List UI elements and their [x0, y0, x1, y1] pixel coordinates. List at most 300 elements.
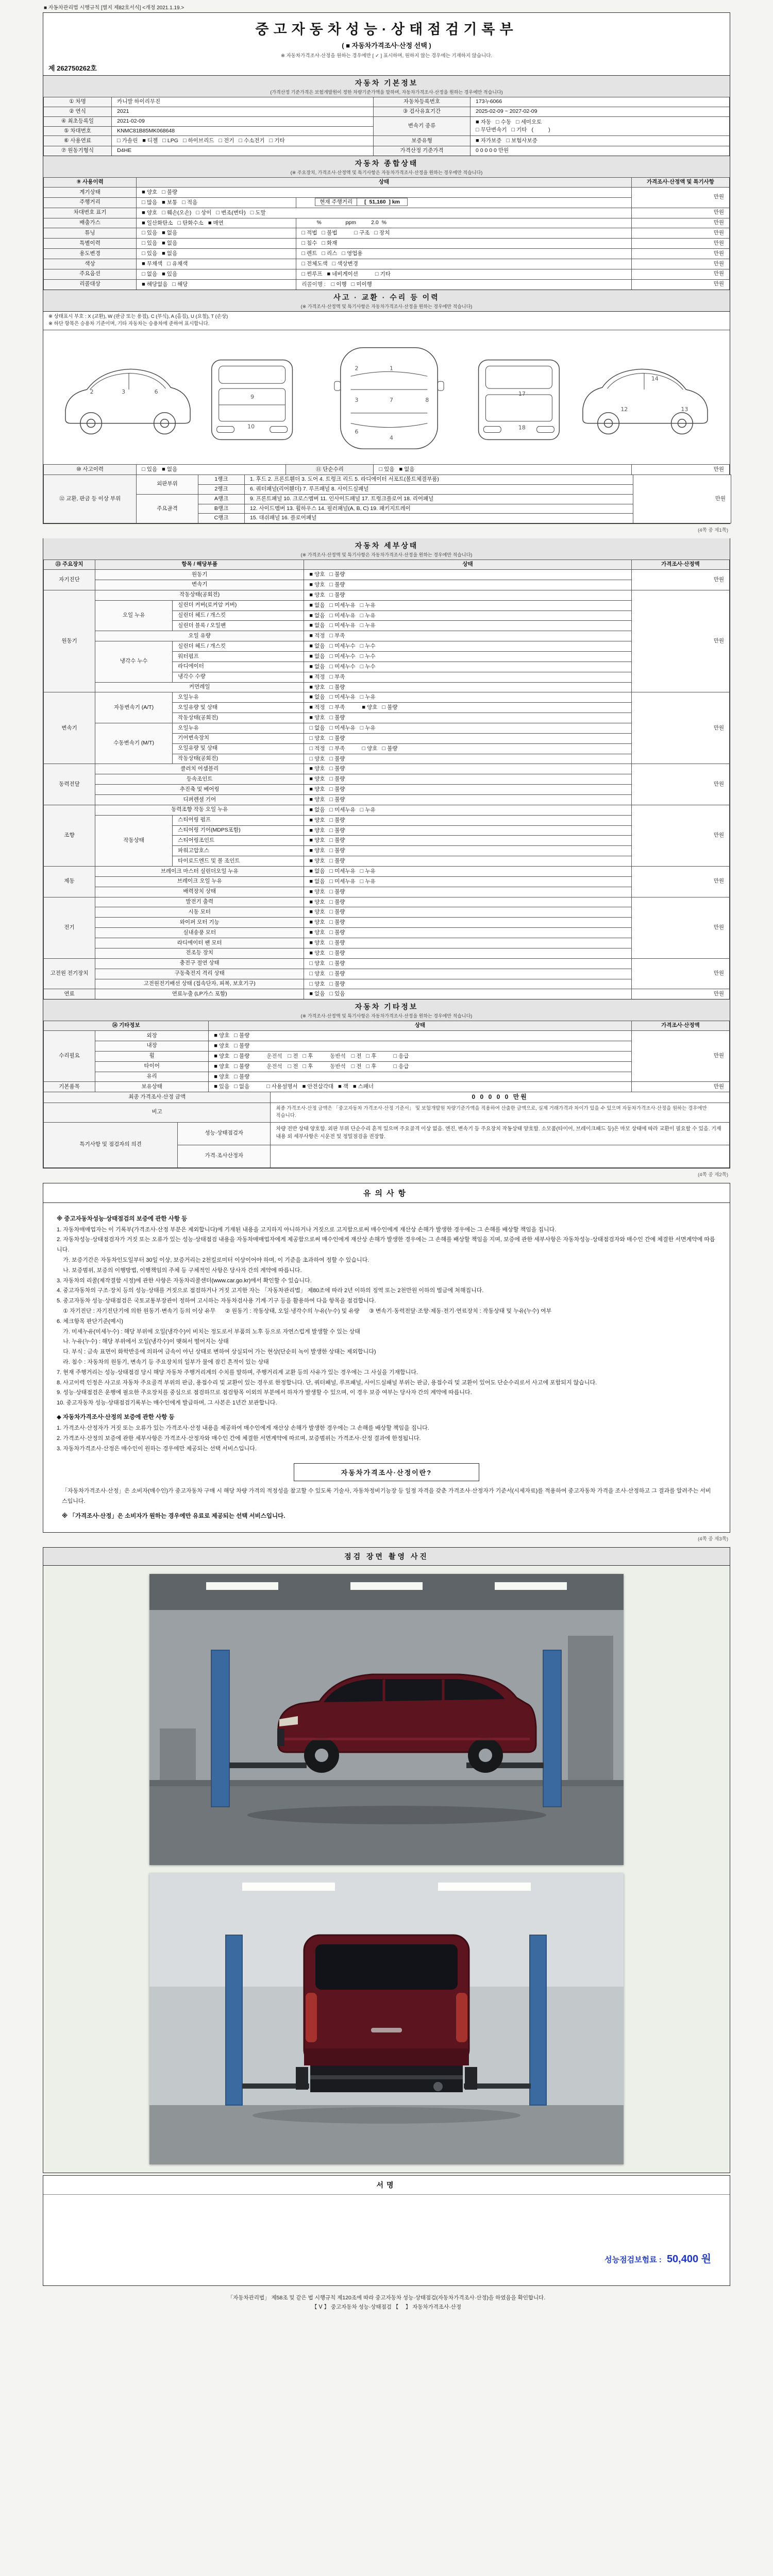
checkbox-unchecked-불량: □ 불량 [329, 817, 345, 823]
checkbox-unchecked-있음: □ 있음 [142, 230, 157, 236]
table-cell: ③ 검사유효기간 [374, 107, 470, 116]
checkbox-unchecked-가솔린: □ 가솔린 [117, 138, 138, 144]
notice-title: 유의사항 [43, 1183, 730, 1203]
table-cell: 1랭크 [198, 474, 245, 484]
table-cell: 만원 [631, 208, 729, 218]
table-cell [304, 948, 631, 958]
table-cell [137, 218, 296, 228]
checkbox-unchecked-불량: □ 불량 [329, 796, 345, 803]
checkbox-checked-양호: ■ 양호 [309, 858, 325, 864]
table-cell [296, 249, 631, 259]
table-cell [137, 279, 296, 290]
checkbox-checked-안전삼각대: ■ 안전삼각대 [303, 1083, 333, 1090]
table-cell: 작동상태(공회전) [173, 713, 304, 723]
column-header: 상태 [209, 1021, 632, 1031]
table-cell [304, 774, 631, 785]
section-note: (※ 주요장치, 가격조사·산정액 및 특기사항은 자동차가격조사·산정을 원하는 경우에만 적습니다) [290, 170, 483, 176]
checkbox-unchecked-응급: □ 응급 [393, 1053, 409, 1059]
checkbox-checked-양호: ■ 양호 [214, 1032, 229, 1039]
checkbox-unchecked-썬루프: □ 썬루프 [301, 271, 322, 277]
table-cell: A랭크 [198, 494, 245, 504]
table-cell: 9. 프론트패널 10. 크로스멤버 11. 인사이드패널 17. 트렁크플로어 18. 리어패널 [245, 494, 633, 504]
checkbox-unchecked-보험사보증: □ 보험사보증 [506, 138, 537, 144]
table-cell: ⑤ 차대번호 [44, 126, 112, 136]
table-cell: 오일누유 [173, 692, 304, 703]
table-cell [137, 208, 632, 218]
table-cell: 실린더 헤드 / 개스킷 [173, 611, 304, 621]
table-cell [304, 928, 631, 938]
checkbox-unchecked-미세누수: □ 미세누수 [329, 643, 355, 649]
table-cell: 파워고압호스 [173, 846, 304, 856]
notice-heading: ※ 중고자동차성능·상태점검의 보증에 관한 사항 등 [57, 1215, 188, 1222]
table-cell [304, 682, 631, 692]
table-cell: 오일 유량 [95, 631, 304, 641]
checkbox-unchecked-전: □ 전 [351, 1053, 362, 1059]
table-cell [304, 703, 631, 713]
checkbox-checked-없음: ■ 없음 [309, 807, 325, 813]
checkbox-checked-양호: ■ 양호 [309, 766, 325, 772]
notice-sub-item-list [57, 1423, 716, 1454]
table-cell: 와이퍼 모터 기능 [95, 918, 304, 928]
checkbox-unchecked-불량: □ 불량 [329, 715, 345, 721]
table-cell: 등속조인트 [95, 774, 304, 785]
table-cell: 만원 [631, 867, 729, 897]
checkbox-unchecked-부족: □ 부족 [329, 674, 345, 680]
table-cell [304, 785, 631, 795]
table-cell: 특별이력 [44, 239, 137, 249]
table-cell: 스티어링 기어(MDPS포함) [173, 825, 304, 836]
table-cell: 휠 [95, 1051, 209, 1061]
table-cell [304, 897, 631, 907]
checkbox-unchecked-미세누유: □ 미세누유 [329, 602, 355, 608]
table-cell: 기어변속장치 [173, 733, 304, 743]
cell-text: % ppm 2.0 % [301, 219, 386, 226]
text-line: 2. 자동차성능·상태점검자가 거짓 또는 오류가 있는 성능·상태점검 내용을 자동차매매업자에게 제공함으로써 매수인에게 재산상 손해가 발생한 경우에는 그 손해를 배상할 책임을 지며, 보증에 관한 세부사항은 자동차성능·상태점검자와 매수인 간에 체결한 서면계약에 따릅니다. [57, 1236, 715, 1253]
table-cell: 추진축 및 베어링 [95, 785, 304, 795]
table-cell [304, 631, 631, 641]
checkbox-unchecked-사용설명서: □ 사용설명서 [266, 1083, 297, 1090]
state-code-legend [43, 311, 730, 331]
table-cell: 변속기 [95, 580, 304, 590]
checkbox-unchecked-불량: □ 불량 [329, 950, 345, 956]
table-cell: 기본품목 [44, 1082, 95, 1092]
diagram-number: 17 [518, 391, 526, 398]
checkbox-unchecked-불량: □ 불량 [329, 899, 345, 905]
table-cell: 실린더 커버(로커암 커버) [173, 600, 304, 611]
checkbox-unchecked-색상변경: □ 색상변경 [332, 261, 358, 267]
checkbox-checked-없음: ■ 없음 [162, 466, 177, 472]
checkbox-checked-없음: ■ 없음 [399, 466, 414, 472]
text-line: 10. 중고자동차 성능·상태점검기록부는 매수인에게 발급하며, 그 사본은 1년간 보관합니다. [57, 1400, 277, 1406]
table-cell: 유리 [95, 1072, 209, 1082]
table-cell [304, 723, 631, 734]
checkbox-unchecked-양호: □ 양호 [309, 971, 325, 977]
checkbox-unchecked-침수: □ 침수 [301, 240, 317, 246]
table-cell [304, 652, 631, 662]
checkbox-unchecked-화재: □ 화재 [322, 240, 337, 246]
diagram-number: 2 [90, 388, 94, 396]
table-cell [304, 805, 631, 815]
checkbox-checked-적정: ■ 적정 [309, 674, 325, 680]
table-cell: 만원 [631, 958, 729, 989]
table-cell: 주요옵션 [44, 269, 137, 279]
regulation-note: ■ 자동차관리법 시행규칙 [별지 제82호서식] <개정 2021.1.19.> [44, 5, 184, 11]
table-cell: 성능·상태점검자 [178, 1122, 271, 1145]
table-cell: 발전기 출력 [95, 897, 304, 907]
table-cell: 0 0 0 0 0 만원 [271, 1092, 730, 1103]
table-cell: ⑪ 단순수리 [286, 465, 374, 475]
checkbox-checked-네비게이션: ■ 네비게이션 [327, 271, 358, 277]
table-cell [304, 958, 631, 969]
column-header: 상태 [304, 560, 631, 570]
table-cell [304, 969, 631, 979]
checkbox-unchecked-양호: □ 양호 [309, 756, 325, 762]
form-subtitle: ( ■ 자동차가격조사·산정 선택 ) [342, 42, 431, 49]
table-cell: 디퍼렌셜 기어 [95, 795, 304, 805]
diagram-number: 7 [389, 397, 393, 404]
checkbox-unchecked-불량: □ 불량 [329, 582, 345, 588]
table-cell [470, 116, 730, 136]
checkbox-unchecked-있음: □ 있음 [142, 466, 157, 472]
checkbox-unchecked-해당: □ 해당 [172, 281, 188, 287]
table-cell: 스티어링조인트 [173, 836, 304, 846]
table-cell: 만원 [631, 1031, 729, 1082]
table-cell: 실린더 블록 / 오일팬 [173, 621, 304, 631]
diagram-number: 6 [355, 428, 359, 435]
table-cell [304, 713, 631, 723]
table-cell: 조향 [44, 805, 95, 866]
checkbox-unchecked-누유: □ 누유 [360, 725, 376, 731]
diagram-number: 3 [355, 397, 359, 404]
checkbox-checked-디젤: ■ 디젤 [142, 138, 158, 144]
checkbox-unchecked-많음: □ 많음 [142, 199, 157, 206]
checkbox-checked-양호: ■ 양호 [214, 1043, 229, 1049]
section-header-summary [43, 156, 730, 178]
checkbox-unchecked-이행: □ 이행 [331, 281, 347, 287]
checkbox-unchecked-불량: □ 불량 [329, 766, 345, 772]
table-cell: 가격산정 기준가격 [374, 146, 470, 156]
section-note: (가격산정 기준가격은 보험개발원이 정한 차량기준가액을 말하며, 자동차가격조사·산정을 원하는 경우에만 적습니다) [270, 90, 503, 95]
checkbox-unchecked-무단변속기: □ 무단변속기 [476, 127, 507, 133]
table-cell: 오일유량 및 상태 [173, 703, 304, 713]
checkbox-unchecked-전기: □ 전기 [219, 138, 234, 144]
checkbox-unchecked-있음: □ 있음 [379, 466, 394, 472]
checkbox-unchecked-기타: □ 기타 [375, 271, 391, 277]
table-cell: 12. 사이드멤버 13. 휠하우스 14. 필러패널(A, B, C) 19. 패키지트레이 [245, 504, 633, 514]
checkbox-unchecked-양호: □ 양호 [362, 745, 377, 752]
section-note: (※ 가격조사·산정액 및 특기사항은 자동차가격조사·산정을 원하는 경우에만 적습니다) [300, 303, 473, 309]
table-cell [304, 580, 631, 590]
table-cell [137, 197, 296, 208]
checkbox-unchecked-LPG: □ LPG [162, 138, 178, 144]
checkbox-unchecked-양호: □ 양호 [309, 981, 325, 987]
etc-info-table [43, 1021, 730, 1092]
table-cell: 특기사항 및 점검자의 의견 [44, 1122, 178, 1167]
overall-condition-table [43, 177, 730, 290]
table-cell [304, 938, 631, 948]
table-cell: 최종 가격조사·산정 금액은 「중고자동차 가격조사·산정 기준서」 및 보험개발원 차량기준가액을 적용하여 산출한 금액으로, 실제 거래가격과 차이가 있을 수 있으며 자동차가격조사·산정을 원하는 경우에만 적습니다. [271, 1103, 730, 1123]
table-cell: 만원 [631, 764, 729, 805]
section-header-accident [43, 290, 730, 312]
table-cell: 오일유량 및 상태 [173, 743, 304, 754]
text-line: 9. 성능·상태점검은 운행에 필요한 주요장치를 중심으로 점검하므로 점검항목 이외의 부분에서 하자가 발생할 수 있으며, 이 경우 보증 여부는 당사자 간의 계약에 따릅니다. [57, 1389, 472, 1396]
cell-text: 운전석 [266, 1063, 284, 1070]
checkbox-checked-양호: ■ 양호 [214, 1074, 229, 1080]
checkbox-unchecked-불량: □ 불량 [234, 1074, 249, 1080]
table-cell: 내장 [95, 1041, 209, 1051]
table-cell [304, 856, 631, 867]
checkbox-unchecked-불량: □ 불량 [329, 981, 345, 987]
diagram-number: 6 [154, 388, 158, 396]
table-cell: 구동축전지 격리 상태 [95, 969, 304, 979]
text-line: 6. 체크항목 판단기준(예시) [57, 1318, 123, 1325]
legend-line: ※ 상태표시 부호 : X (교환), W (판금 또는 용접), C (부식), A (흠집), U (요철), T (손상) [48, 313, 228, 319]
table-cell [374, 465, 631, 475]
table-cell [296, 218, 631, 228]
table-cell: 배출가스 [44, 218, 137, 228]
checkbox-unchecked-도말: □ 도말 [250, 210, 266, 216]
checkbox-checked-없음: ■ 없음 [162, 250, 177, 257]
table-cell: 카니발 하이리무진 [112, 97, 374, 107]
legend-line: ※ 하단 항목은 승용차 기준이며, 기타 자동차는 승용차에 준하여 표시합니다. [48, 320, 210, 327]
detail-condition-table [43, 560, 730, 999]
table-cell [296, 279, 631, 290]
table-cell: 시동 모터 [95, 907, 304, 918]
checkbox-unchecked-전: □ 전 [288, 1053, 298, 1059]
signature-box [43, 2175, 730, 2286]
checkbox-unchecked-누유: □ 누유 [360, 622, 376, 629]
photo-car-on-lift-rear [149, 1873, 624, 2164]
table-cell: 만원 [631, 692, 729, 764]
table-cell: 만원 [631, 249, 729, 259]
document-number: 제 262750262호 [48, 64, 97, 72]
table-cell: 클러치 어셈블리 [95, 764, 304, 774]
car-panel-diagram [47, 333, 726, 461]
checkbox-unchecked-훼손(오손): □ 훼손(오손) [162, 210, 191, 216]
checkbox-unchecked-미세누수: □ 미세누수 [329, 653, 355, 659]
panel-rank-table [43, 474, 731, 523]
checkbox-unchecked-있음: □ 있음 [329, 991, 345, 997]
checkbox-unchecked-불법: □ 불법 [322, 230, 337, 236]
checkbox-unchecked-응급: □ 응급 [393, 1063, 409, 1070]
checkbox-unchecked-불량: □ 불량 [234, 1063, 249, 1070]
table-cell [304, 570, 631, 580]
table-cell: 만원 [631, 218, 729, 228]
table-cell: 수동변속기 (M/T) [95, 723, 173, 764]
table-cell: 차량 전반 상태 양호함. 외판 부위 단순수리 흔적 있으며 주요골격 이상 없음. 엔진, 변속기 등 주요장치 작동상태 양호함. 소모품(타이어, 브레이크패드 등)은 마모 상태에 따라 교환이 필요할 수 있음. 기재 내용 외 세부사항은 시운전 및 정밀점검을 권장함. [271, 1122, 730, 1145]
checkbox-unchecked-미세누유: □ 미세누유 [329, 807, 355, 813]
diagram-number: 13 [681, 405, 688, 413]
checkbox-checked-없음: ■ 없음 [309, 878, 325, 885]
checkbox-unchecked-리스: □ 리스 [322, 250, 337, 257]
checkbox-checked-양호: ■ 양호 [309, 796, 325, 803]
table-cell [304, 846, 631, 856]
price-survey-definition-note: ※ 「가격조사·산정」은 소비자가 원하는 경우에만 유료로 제공되는 선택 서비스입니다. [62, 1513, 285, 1519]
table-cell: 6. 쿼터패널(리어휀더) 7. 루프패널 8. 사이드실패널 [245, 484, 633, 494]
text-line: 나. 보증범위, 보증의 이행방법, 이행책임의 주체 등 구체적인 사항은 당사자 간의 계약에 따릅니다. [57, 1267, 302, 1274]
footer-line: 「자동차관리법」 제58조 및 같은 법 시행규칙 제120조에 따라 중고자동차 성능·상태점검(자동차가격조사·산정)을 하였음을 확인합니다. [227, 2294, 546, 2301]
checkbox-checked-양호: ■ 양호 [309, 909, 325, 915]
column-header: ⑨ 사용이력 [44, 178, 137, 188]
text-line: 5. 중고자동차 성능·상태점검은 국토교통부장관이 정하여 고시하는 자동차검사용 기계·기구 등을 활용하여 다음 항목을 점검합니다. [57, 1298, 376, 1304]
table-cell: 만원 [631, 465, 729, 475]
notice-body [43, 1203, 730, 1532]
cell-text: [ 51,160 ] km [357, 198, 408, 206]
checkbox-unchecked-누수: □ 누수 [360, 664, 376, 670]
photos-title: 점검 장면 촬영 사진 [43, 1548, 730, 1566]
table-cell [137, 249, 296, 259]
checkbox-unchecked-불량: □ 불량 [382, 745, 397, 752]
checkbox-checked-양호: ■ 양호 [309, 582, 325, 588]
table-cell [296, 228, 631, 239]
table-cell: 오일누유 [173, 723, 304, 734]
text-line: 1. 자동차매매업자는 이 기록부(가격조사·산정 부분은 제외합니다)에 기재된 내용을 고지하지 아니하거나 거짓으로 고지함으로써 매수인에게 재산상 손해가 발생한 경우에는 그 손해를 배상할 책임을 집니다. [57, 1226, 557, 1233]
table-cell: 실내송풍 모터 [95, 928, 304, 938]
table-cell: 용도변경 [44, 249, 137, 259]
checkbox-unchecked-누유: □ 누유 [360, 878, 376, 885]
checkbox-unchecked-불량: □ 불량 [329, 889, 345, 895]
table-cell [304, 815, 631, 825]
checkbox-checked-자동: ■ 자동 [476, 119, 491, 125]
table-cell [304, 876, 631, 887]
table-cell [304, 907, 631, 918]
checkbox-unchecked-미세누유: □ 미세누유 [329, 613, 355, 619]
column-header: ⑬ 주요장치 [44, 560, 95, 570]
table-cell: 수리필요 [44, 1031, 95, 1082]
table-cell [296, 259, 631, 269]
signature-blank-area [43, 2195, 730, 2250]
table-cell [304, 600, 631, 611]
checkbox-unchecked-불량: □ 불량 [329, 684, 345, 690]
checkbox-unchecked-불량: □ 불량 [234, 1053, 249, 1059]
text-line: 라. 침수 : 자동차의 원동기, 변속기 등 주요장치의 일부가 물에 잠긴 흔적이 있는 상태 [57, 1359, 269, 1365]
table-cell: 만원 [631, 570, 729, 590]
section-title: 자동차 세부상태 [355, 541, 418, 550]
car-diagram-wrap [43, 330, 730, 465]
checkbox-unchecked-없음: □ 없음 [142, 271, 157, 277]
column-header: 가격조사·산정액 및 특기사항 [631, 178, 729, 188]
diagram-number: 4 [389, 434, 393, 442]
checkbox-unchecked-불량: □ 불량 [329, 940, 345, 946]
checkbox-checked-무채색: ■ 무채색 [142, 261, 162, 267]
table-cell: 냉각수 수량 [173, 672, 304, 682]
checkbox-checked-양호: ■ 양호 [309, 919, 325, 925]
text-line: 2. 가격조사·산정의 보증에 관한 세부사항은 가격조사·산정자와 매수인 간에 체결한 서면계약에 따르며, 보증범위는 가격조사·산정 결과에 한정됩니다. [57, 1435, 421, 1442]
checkbox-unchecked-누유: □ 누유 [360, 868, 376, 874]
checkbox-unchecked-미세누유: □ 미세누유 [329, 622, 355, 629]
checkbox-unchecked-없음: □ 없음 [309, 725, 325, 731]
checkbox-checked-일산화탄소: ■ 일산화탄소 [142, 220, 173, 226]
checkbox-unchecked-불량: □ 불량 [382, 704, 397, 710]
table-cell [209, 1051, 632, 1061]
checkbox-checked-있음: ■ 있음 [162, 271, 177, 277]
checkbox-unchecked-영업용: □ 영업용 [342, 250, 362, 257]
photos-box [43, 1547, 730, 2173]
table-cell: 제동 [44, 867, 95, 897]
checkbox-checked-잭: ■ 잭 [338, 1083, 348, 1090]
checkbox-unchecked-미이행: □ 미이행 [351, 281, 372, 287]
table-cell: 만원 [633, 474, 731, 523]
checkbox-checked-양호: ■ 양호 [362, 704, 377, 710]
text-line: 7. 현재 주행거리는 성능·상태점검 당시 해당 자동차 주행거리계의 수치를 말하며, 주행거리계 교환 등의 사유가 있는 경우에는 그 사실을 기재합니다. [57, 1369, 418, 1376]
checkbox-checked-없음: ■ 없음 [309, 643, 325, 649]
table-cell: 자기진단 [44, 570, 95, 590]
checkbox-unchecked-기타: □ 기타 [270, 138, 285, 144]
checkbox-unchecked-하이브리드: □ 하이브리드 [183, 138, 214, 144]
cell-text: ( ) [531, 127, 550, 133]
table-cell: KNMC81B85MK068648 [112, 126, 374, 136]
checkbox-checked-없음: ■ 없음 [309, 622, 325, 629]
table-cell [304, 672, 631, 682]
table-cell [296, 197, 631, 208]
price-survey-definition-text: 「자동차가격조사·산정」은 소비자(매수인)가 중고자동차 구매 시 해당 차량 가격의 적정성을 참고할 수 있도록 기술사, 자동차정비기능장 등 일정 자격을 갖춘 가격조사·산정자가 기준서(시세자료)를 적용하여 중고자동차 가격을 조사·산정하고 그 결과를 알려주는 서비스입니다. [62, 1488, 711, 1505]
table-cell: 연료 [44, 989, 95, 999]
checkbox-unchecked-후: □ 후 [303, 1063, 313, 1070]
checkbox-unchecked-후: □ 후 [366, 1063, 377, 1070]
table-cell: 만원 [631, 239, 729, 249]
table-cell: 만원 [631, 279, 729, 290]
table-cell: 만원 [631, 1082, 729, 1092]
checkbox-unchecked-불량: □ 불량 [162, 189, 177, 195]
accident-history-table [43, 464, 730, 475]
checkbox-unchecked-불량: □ 불량 [234, 1043, 249, 1049]
checkbox-checked-양호: ■ 양호 [309, 889, 325, 895]
checkbox-unchecked-유채색: □ 유채색 [167, 261, 188, 267]
notice-sub-heading: ◆ 자동차가격조사·산정의 보증에 관한 사항 등 [57, 1414, 175, 1420]
table-cell: 외장 [95, 1031, 209, 1041]
table-cell: ⑦ 원동기형식 [44, 146, 112, 156]
column-header: 상태 [137, 178, 632, 188]
checkbox-unchecked-장치: □ 장치 [374, 230, 390, 236]
checkbox-unchecked-불량: □ 불량 [329, 756, 345, 762]
checkbox-unchecked-미세누유: □ 미세누유 [329, 725, 355, 731]
table-cell: 주행거리 [44, 197, 137, 208]
checkbox-checked-없음: ■ 없음 [309, 991, 325, 997]
checkbox-unchecked-상이: □ 상이 [196, 210, 211, 216]
checkbox-checked-적정: ■ 적정 [309, 633, 325, 639]
cell-text: 운전석 [266, 1053, 284, 1059]
checkbox-unchecked-불량: □ 불량 [329, 919, 345, 925]
column-header: 가격조사·산정액 [631, 1021, 729, 1031]
checkbox-checked-자가보증: ■ 자가보증 [476, 138, 501, 144]
table-cell: 브레이크 오일 누유 [95, 876, 304, 887]
table-cell: 0 0 0 0 0 만원 [470, 146, 730, 156]
form-subtitle-note: ※ 자동차가격조사·산정을 원하는 경우에만 [ ✓ ] 표시하며, 원하지 않는 경우에는 기재하지 않습니다. [280, 53, 493, 59]
checkbox-checked-없음: ■ 없음 [309, 868, 325, 874]
checkbox-unchecked-불량: □ 불량 [329, 971, 345, 977]
cell-text: 현재 주행거리 [315, 198, 357, 206]
checkbox-checked-있음: ■ 있음 [214, 1083, 229, 1090]
checkbox-checked-해당없음: ■ 해당없음 [142, 281, 167, 287]
checkbox-checked-양호: ■ 양호 [309, 786, 325, 792]
table-cell: 173누6066 [470, 97, 730, 107]
text-line: 1. 가격조사·산정자가 거짓 또는 오류가 있는 가격조사·산정 내용을 제공하여 매수인에게 재산상 손해가 발생한 경우에는 그 손해를 배상할 책임을 집니다. [57, 1425, 429, 1431]
section-title: 사고 · 교환 · 수리 등 이력 [333, 293, 440, 301]
section-note: (※ 가격조사·산정액 및 특기사항은 자동차가격조사·산정을 원하는 경우에만 적습니다) [300, 552, 473, 558]
diagram-number: 14 [651, 375, 659, 382]
table-cell: 최종 가격조사·산정 금액 [44, 1092, 271, 1103]
table-cell [137, 239, 296, 249]
diagram-number: 8 [425, 397, 429, 404]
table-cell: 오일 누유 [95, 600, 173, 631]
checkbox-checked-양호: ■ 양호 [309, 715, 325, 721]
column-header: 가격조사·산정액 [631, 560, 729, 570]
checkbox-unchecked-미세누유: □ 미세누유 [329, 868, 355, 874]
checkbox-unchecked-양호: □ 양호 [309, 735, 325, 741]
table-cell [296, 269, 631, 279]
cell-text: 동반석 [330, 1063, 347, 1070]
table-cell [470, 136, 730, 146]
